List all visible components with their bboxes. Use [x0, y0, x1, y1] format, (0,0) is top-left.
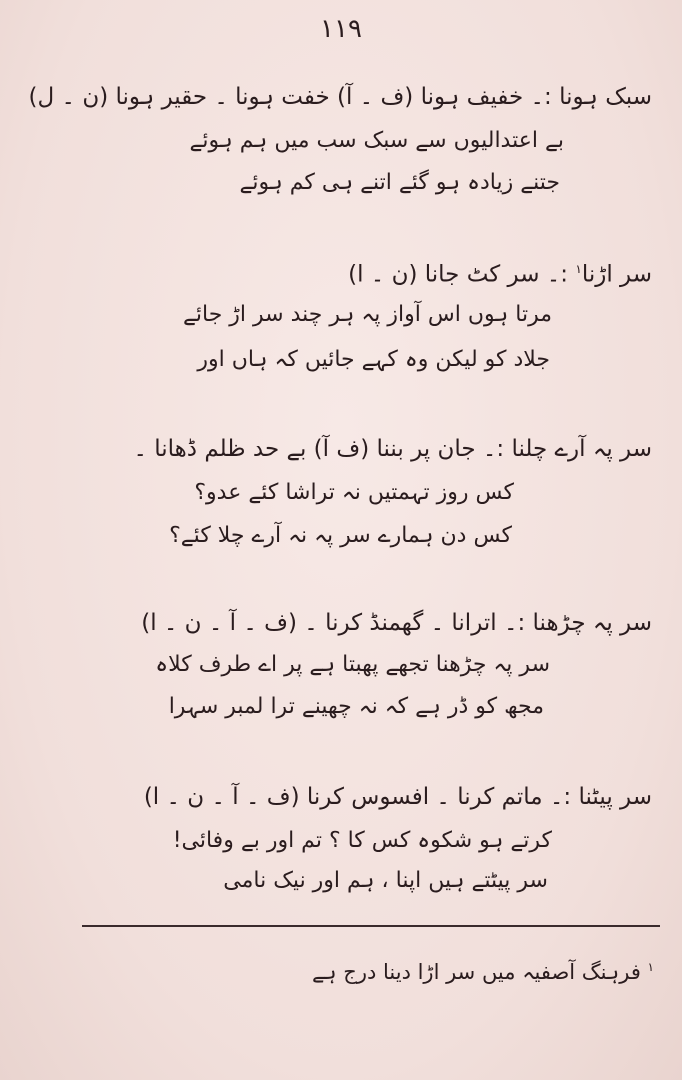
- entry-3-headword: سر پہ آرے چلنا: [511, 436, 652, 462]
- entry-2-headword: سر اڑنا: [581, 261, 652, 288]
- entry-4-verse-2: مجھ کو ڈر ہے کہ نہ چھینے ترا لمبر سہرا: [168, 694, 544, 719]
- entry-3-verse-1: کس روز تہمتیں نہ تراشا کئے عدو؟: [194, 480, 514, 505]
- entry-1-heading: سبک ہونا :۔ خفیف ہونا (ف ۔ آ) خفت ہونا ۔ حقیر ہونا (ن ۔ ل): [28, 84, 652, 110]
- entry-5-verse-2: سر پیٹتے ہیں اپنا ، ہم اور نیک نامی: [223, 868, 548, 893]
- entry-4-definition: اترانا ۔ گھمنڈ کرنا ۔ (ف ۔ آ ۔ ن ۔ ا): [141, 610, 497, 636]
- entry-2-definition: سر کٹ جانا (ن ۔ ا): [348, 261, 540, 288]
- entry-4-headword: سر پہ چڑھنا: [532, 610, 652, 636]
- entry-2-heading: سر اڑنا$^۱$ :۔ سر کٹ جانا (ن ۔ ا): [348, 261, 652, 288]
- entry-1-headword: سبک ہونا: [559, 84, 652, 110]
- entry-3-verse-2: کس دن ہمارے سر پہ نہ آرے چلا کئے؟: [169, 523, 512, 548]
- entry-5-heading: سر پیٹنا :۔ ماتم کرنا ۔ افسوس کرنا (ف ۔ آ ۔ ن ۔ ا): [143, 784, 652, 810]
- entry-2-verse-2: جلاد کو لیکن وہ کہے جائیں کہ ہاں اور: [197, 347, 550, 372]
- footnote: [312, 952, 654, 987]
- entry-2-verse-1: مرتا ہوں اس آواز پہ ہر چند سر اڑ جائے: [183, 302, 552, 327]
- footnote-divider: [82, 925, 660, 927]
- entry-3-definition: جان پر بننا (ف آ) بے حد ظلم ڈھانا ۔: [133, 436, 476, 462]
- entry-4-heading: سر پہ چڑھنا :۔ اترانا ۔ گھمنڈ کرنا ۔ (ف ۔ آ ۔ ن ۔ ا): [141, 610, 652, 636]
- entry-5-headword: سر پیٹنا: [578, 784, 652, 810]
- entry-1-verse-1: بے اعتدالیوں سے سبک سب میں ہم ہوئے: [189, 128, 564, 153]
- entry-4-verse-1: سر پہ چڑھنا تجھے پھبتا ہے پر اے طرف کلاہ: [155, 652, 550, 677]
- entry-5-verse-1: کرتے ہو شکوہ کس کا ؟ تم اور بے وفائی!: [172, 828, 552, 853]
- footnote-reference: ۱: [575, 262, 582, 276]
- entry-1-verse-2: جتنے زیادہ ہو گئے اتنے ہی کم ہوئے: [239, 170, 560, 195]
- footnote-text: فرہنگ آصفیہ میں سر اڑا دینا درج ہے: [311, 960, 641, 984]
- entry-1-definition: خفیف ہونا (ف ۔ آ) خفت ہونا ۔ حقیر ہونا (ن ۔ ل): [28, 84, 524, 110]
- footnote-mark: ۱: [647, 960, 654, 974]
- entry-3-heading: سر پہ آرے چلنا :۔ جان پر بننا (ف آ) بے حد ظلم ڈھانا ۔: [133, 436, 652, 462]
- entry-5-definition: ماتم کرنا ۔ افسوس کرنا (ف ۔ آ ۔ ن ۔ ا): [143, 784, 543, 810]
- page-number: ۱۱۹: [320, 14, 362, 44]
